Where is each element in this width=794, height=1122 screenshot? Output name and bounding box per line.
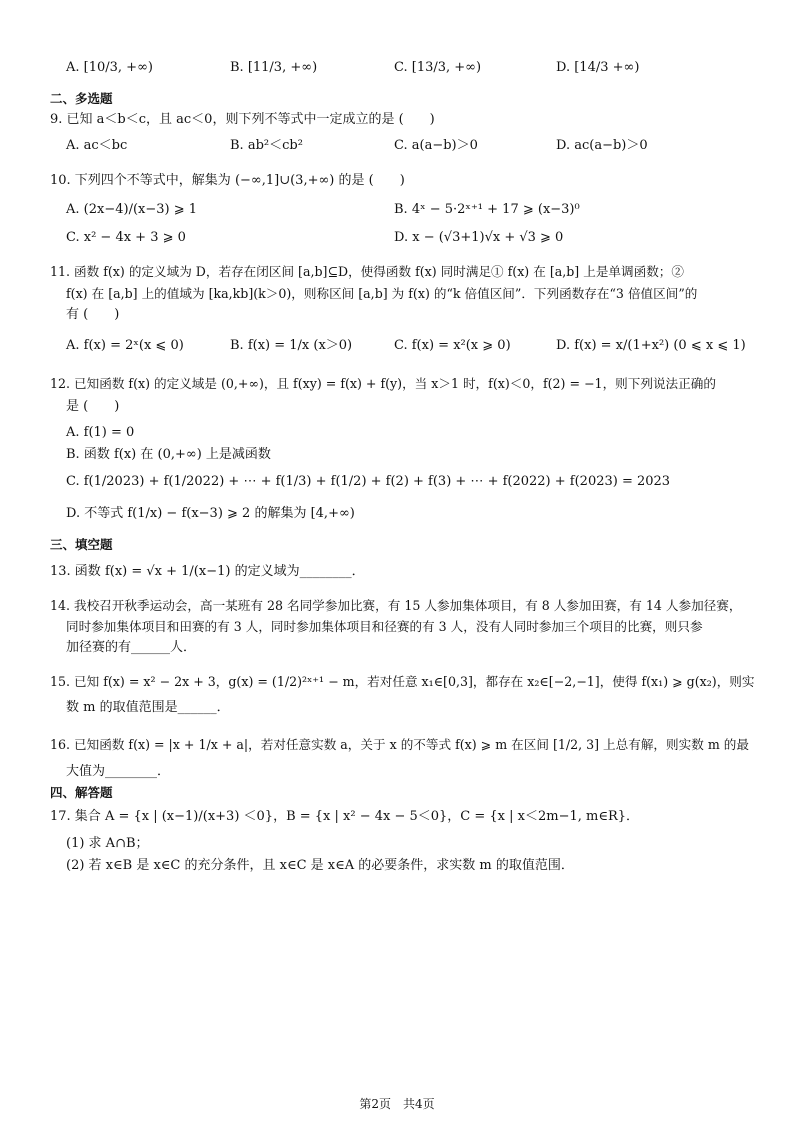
q9-option-a: A. ac＜bc <box>66 138 128 153</box>
q11-option-c: C. f(x) = x²(x ⩾ 0) <box>394 338 511 353</box>
section-solution-heading: 四、解答题 <box>50 785 113 800</box>
q15-line-2: 数 m 的取值范围是______． <box>66 700 230 715</box>
q12-line-2: 是 ( ) <box>66 399 120 414</box>
q8-option-d: D. [14/3 +∞) <box>556 60 640 75</box>
q15-line-1: 15. 已知 f(x) = x² − 2x + 3，g(x) = (1/2)²ˣ⁺¹ − m，若对任意 x₁∈[0,3]，都存在 x₂∈[−2,−1]，使得 f(x₁) ⩾ g(x₂)，则实 <box>50 674 755 689</box>
q11-line-2: f(x) 在 [a,b] 上的值域为 [ka,kb](k＞0)，则称区间 [a,b] 为 f(x) 的“k 倍值区间”．下列函数存在“3 倍值区间”的 <box>66 286 698 301</box>
q10-option-d: D. x − (√3+1)√x + √3 ⩾ 0 <box>394 230 564 245</box>
q8-option-c: C. [13/3, +∞) <box>394 60 482 75</box>
q11-line-1: 11. 函数 f(x) 的定义域为 D，若存在闭区间 [a,b]⊆D，使得函数 f(x) 同时满足① f(x) 在 [a,b] 上是单调函数；② <box>50 264 684 279</box>
q10-option-a: A. (2x−4)/(x−3) ⩾ 1 <box>66 202 198 217</box>
q12-option-b: B. 函数 f(x) 在 (0,+∞) 上是减函数 <box>66 447 271 462</box>
q13-stem: 13. 函数 f(x) = √x + 1/(x−1) 的定义域为________． <box>50 564 365 579</box>
q9-option-b: B. ab²＜cb² <box>230 138 303 153</box>
q12-option-d: D. 不等式 f(1/x) − f(x−3) ⩾ 2 的解集为 [4,+∞) <box>66 506 355 521</box>
q14-line-3: 加径赛的有______人． <box>66 640 197 655</box>
q9-stem: 9. 已知 a＜b＜c，且 ac＜0，则下列不等式中一定成立的是 ( ) <box>50 112 435 127</box>
page-footer: 第2页 共4页 <box>359 1097 435 1111</box>
q17-part-1: (1) 求 A∩B； <box>66 836 149 851</box>
q17-stem: 17. 集合 A = {x | (x−1)/(x+3) ＜0}，B = {x | x² − 4x − 5＜0}，C = {x | x＜2m−1, m∈R}． <box>50 809 640 824</box>
section-multi-choice-heading: 二、多选题 <box>50 91 113 106</box>
section-fill-blank-heading: 三、填空题 <box>50 537 113 552</box>
q9-option-c: C. a(a−b)＞0 <box>394 138 478 153</box>
q9-option-d: D. ac(a−b)＞0 <box>556 138 648 153</box>
q14-line-2: 同时参加集体项目和田赛的有 3 人，同时参加集体项目和径赛的有 3 人，没有人同时参加三个项目的比赛，则只参 <box>66 619 703 634</box>
q17-part-2: (2) 若 x∈B 是 x∈C 的充分条件，且 x∈C 是 x∈A 的必要条件，求实数 m 的取值范围． <box>66 858 574 873</box>
q16-line-1: 16. 已知函数 f(x) = |x + 1/x + a|，若对任意实数 a，关于 x 的不等式 f(x) ⩾ m 在区间 [1/2, 3] 上总有解，则实数 m 的最 <box>50 737 749 752</box>
q11-line-3: 有 ( ) <box>66 307 120 322</box>
q10-option-b: B. 4ˣ − 5·2ˣ⁺¹ + 17 ⩾ (x−3)⁰ <box>394 202 580 217</box>
q10-stem: 10. 下列四个不等式中，解集为 (−∞,1]∪(3,+∞) 的是 ( ) <box>50 173 405 188</box>
q12-option-c: C. f(1/2023) + f(1/2022) + ⋯ + f(1/3) + f(1/2) + f(2) + f(3) + ⋯ + f(2022) + f(2023) = 2023 <box>66 474 671 489</box>
q12-option-a: A. f(1) = 0 <box>66 425 135 440</box>
q11-option-b: B. f(x) = 1/x (x＞0) <box>230 338 353 353</box>
q11-option-d: D. f(x) = x/(1+x²) (0 ⩽ x ⩽ 1) <box>556 338 746 353</box>
q16-line-2: 大值为________． <box>66 764 171 779</box>
q10-option-c: C. x² − 4x + 3 ⩾ 0 <box>66 230 186 245</box>
q8-option-a: A. [10/3, +∞) <box>66 60 153 75</box>
q8-option-b: B. [11/3, +∞) <box>230 60 318 75</box>
q11-option-a: A. f(x) = 2ˣ(x ⩽ 0) <box>66 338 184 353</box>
q12-line-1: 12. 已知函数 f(x) 的定义域是 (0,+∞)，且 f(xy) = f(x) + f(y)，当 x＞1 时，f(x)＜0，f(2) = −1，则下列说法正确的 <box>50 376 716 391</box>
q14-line-1: 14. 我校召开秋季运动会，高一某班有 28 名同学参加比赛，有 15 人参加集体项目，有 8 人参加田赛，有 14 人参加径赛， <box>50 598 742 613</box>
